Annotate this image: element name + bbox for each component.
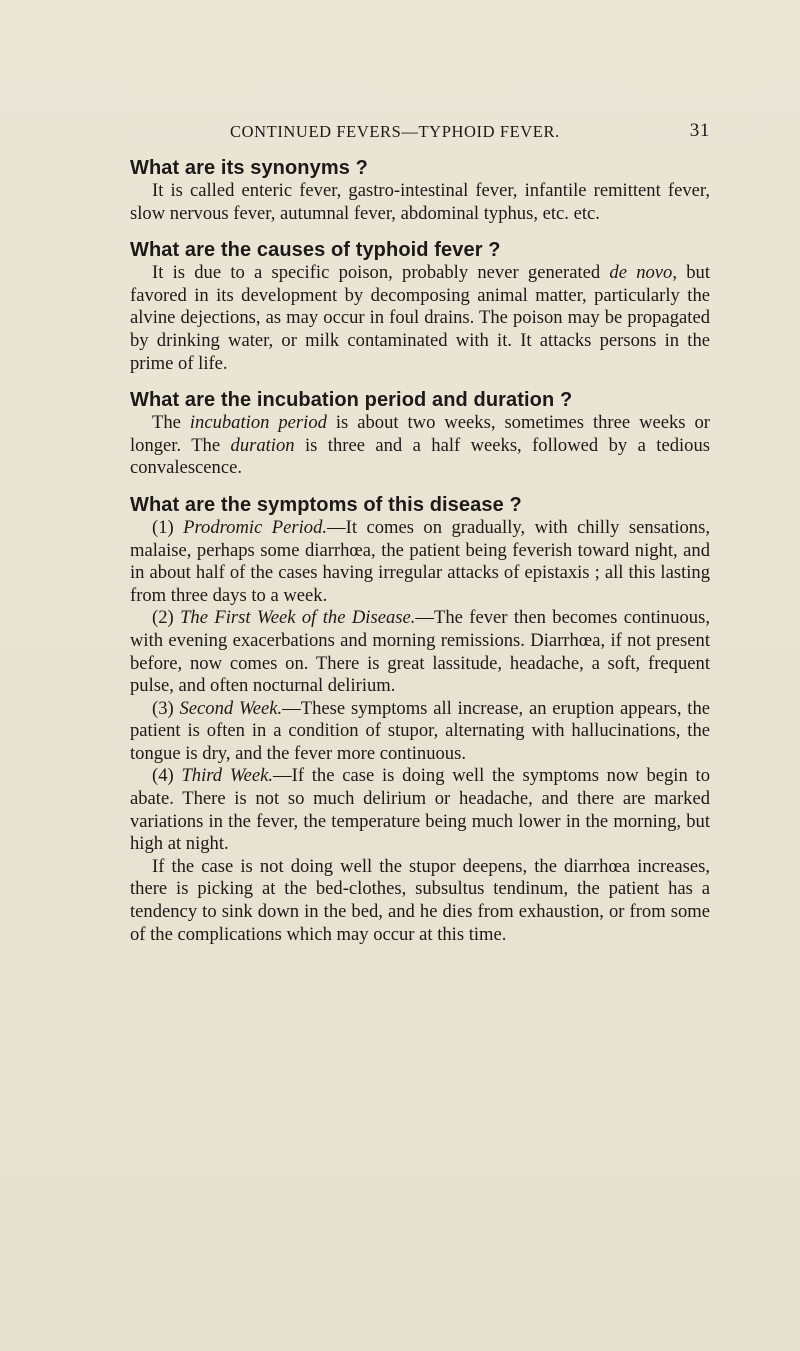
- symptoms-second-week: [130, 698, 710, 766]
- question-incubation: What are the incubation period and duration ?: [130, 389, 573, 412]
- symptoms-third-week-title: Third Week.: [181, 765, 274, 787]
- term-incubation-period: incubation period: [189, 412, 327, 434]
- symptoms-first-week: [130, 607, 710, 697]
- answer-incubation-text: The: [152, 412, 190, 434]
- answer-incubation-text-3: is three and a half weeks, followed by a tedious convalescence.: [130, 434, 710, 479]
- answer-causes-text-cont: , but favored in its development by decomposing animal matter, particularly the alvine dejections, as may occur in foul drains. The poison may be propagated by drinking water, or milk contaminated with it. It attacks persons in the prime of life.: [130, 262, 710, 374]
- question-synonyms: What are its synonyms ?: [130, 157, 368, 179]
- page-content: [130, 156, 710, 946]
- running-head: [130, 120, 710, 146]
- symptoms-second-week-title: Second Week.: [179, 697, 283, 719]
- symptoms-third-week: [130, 765, 710, 855]
- symptoms-first-week-number: (2): [152, 607, 181, 629]
- term-duration: duration: [230, 434, 295, 456]
- answer-causes-text: It is due to a specific poison, probably never generated: [152, 262, 610, 284]
- question-causes: What are the causes of typhoid fever ?: [130, 239, 501, 262]
- symptoms-prodromic: [130, 517, 710, 607]
- answer-incubation-text-2: is about two weeks, sometimes three weeks or longer. The: [130, 412, 710, 456]
- symptoms-prodromic-text: —It comes on gradually, with chilly sensations, malaise, perhaps some diarrhœa, the patient being feverish toward night, and in about half of the cases having irregular attacks of epistaxis ; all this lasting from three days to a week.: [130, 516, 710, 606]
- page-number: 31: [689, 120, 710, 141]
- symptoms-first-week-text: —The fever then becomes continuous, with evening exacerbations and morning remissions. Diarrhœa, if not present before, now comes on. There is great lassitude, headache, a soft, frequent pulse, and often nocturnal delirium.: [130, 607, 710, 697]
- symptoms-third-week-text: —If the case is doing well the symptoms now begin to abate. There is not so much delirium or headache, and there are marked variations in the fever, the temperature being much lower in the morning, but high at night.: [130, 765, 710, 855]
- running-title: CONTINUED FEVERS—TYPHOID FEVER.: [230, 122, 560, 141]
- answer-causes-italic: de novo: [609, 262, 673, 284]
- symptoms-prodromic-number: (1): [152, 516, 184, 538]
- symptoms-second-week-number: (3): [152, 697, 180, 719]
- answer-incubation: [130, 412, 710, 480]
- question-symptoms: What are the symptoms of this disease ?: [130, 493, 522, 516]
- symptoms-third-week-number: (4): [152, 765, 182, 787]
- symptoms-outcome: If the case is not doing well the stupor deepens, the diarrhœa increases, there is picking at the bed-clothes, subsultus tendinum, the patient has a tendency to sink down in the bed, and he dies from exhaustion, or from some of the complications which may occur at this time.: [130, 855, 710, 945]
- answer-causes: [130, 262, 710, 375]
- symptoms-prodromic-title: Prodromic Period.: [183, 516, 328, 538]
- answer-synonyms: It is called enteric fever, gastro-intestinal fever, infantile remittent fever, slow nervous fever, autumnal fever, abdominal typhus, etc. etc.: [130, 180, 710, 224]
- symptoms-second-week-text: —These symptoms all increase, an eruption appears, the patient is often in a condition of stupor, alternating with hallucinations, the tongue is dry, and the fever more continuous.: [130, 697, 710, 764]
- symptoms-first-week-title: The First Week of the Disease.: [180, 607, 416, 629]
